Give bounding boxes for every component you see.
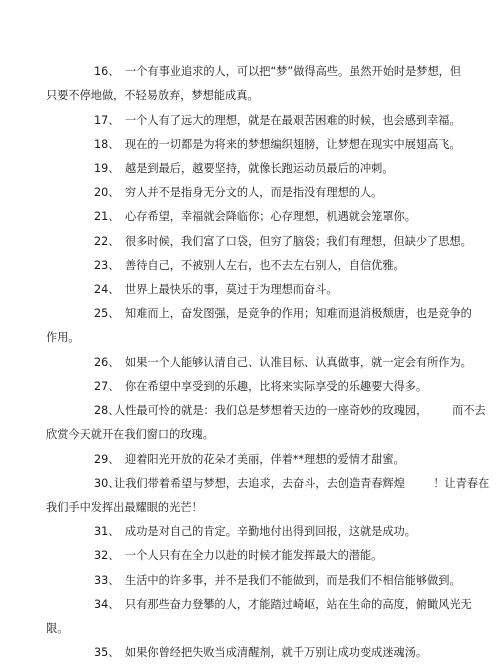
entry-line xyxy=(94,544,428,568)
entry-continuation-line xyxy=(46,423,428,447)
entry-text: 如果你曾经把失败当成清醒剂，就千万别让成功变成迷魂汤。 xyxy=(125,646,428,660)
entry-line xyxy=(94,230,472,254)
entry-number: 33、 xyxy=(94,573,120,587)
entry-number: 25、 xyxy=(94,307,120,321)
list-item xyxy=(46,302,472,350)
entry-text: 一个人有了远大的理想，就是在最艰苦困难的时候，也会感到幸福。 xyxy=(125,113,461,127)
entry-continuation-line xyxy=(46,84,428,108)
entry-text: 限。 xyxy=(46,621,69,635)
entry-number: 28、 xyxy=(94,404,120,417)
list-item xyxy=(74,448,428,472)
entry-line xyxy=(94,109,461,133)
entry-text: 我们手中发挥出最耀眼的光芒！ xyxy=(46,500,203,514)
entry-line xyxy=(94,133,461,157)
list-item xyxy=(46,399,486,447)
entry-number: 20、 xyxy=(94,186,120,200)
entry-text: 欣赏今天就开在我们窗口的玫瑰。 xyxy=(46,428,214,441)
entry-line xyxy=(94,641,428,665)
entry-text: 穷人并不是指身无分文的人，而是指没有理想的人。 xyxy=(125,186,383,200)
list-item xyxy=(74,544,428,568)
entry-line xyxy=(94,593,472,617)
list-item xyxy=(74,278,428,302)
list-item xyxy=(74,109,461,133)
entry-text: 心存希望，幸福就会降临你；心存理想，机遇就会笼罩你。 xyxy=(125,210,416,224)
list-item xyxy=(74,569,461,593)
entry-text: 如果一个人能够认清自己、认准目标、认真做事，就一定会有所作为。 xyxy=(125,355,472,369)
list-item xyxy=(46,472,490,520)
entry-line xyxy=(94,254,428,278)
list-item xyxy=(74,205,428,229)
entry-continuation-line xyxy=(46,496,428,520)
list-item xyxy=(74,520,428,544)
list-item xyxy=(74,351,472,375)
entry-line xyxy=(94,351,472,375)
entry-line xyxy=(94,448,428,472)
entry-line xyxy=(94,157,428,181)
entry-number: 32、 xyxy=(94,549,120,563)
entry-line xyxy=(94,472,490,496)
list-item xyxy=(74,375,428,399)
list-item xyxy=(74,254,428,278)
entry-number: 29、 xyxy=(94,452,120,466)
list-item xyxy=(74,133,461,157)
entry-text: 世界上最快乐的事，莫过于为理想而奋斗。 xyxy=(125,282,338,296)
entry-number: 34、 xyxy=(94,597,120,611)
list-item xyxy=(46,593,472,641)
entry-line xyxy=(94,569,461,593)
entry-line xyxy=(94,60,462,84)
list-item xyxy=(74,641,428,665)
entry-text: 善待自己，不被别人左右，也不去左右别人，自信优雅。 xyxy=(125,258,405,272)
entry-line xyxy=(94,399,486,423)
entry-number: 21、 xyxy=(94,210,120,224)
list-item xyxy=(74,181,428,205)
entry-text: 成功是对自己的肯定。辛勤地付出得到回报，这就是成功。 xyxy=(125,525,416,539)
entry-number: 18、 xyxy=(94,137,120,151)
entry-text: 作用。 xyxy=(46,331,80,345)
entry-number: 31、 xyxy=(94,525,120,539)
entry-continuation-line xyxy=(46,326,428,350)
entry-line xyxy=(94,181,428,205)
entry-text: 迎着阳光开放的花朵才美丽，伴着**理想的爱情才甜蜜。 xyxy=(125,452,405,466)
entry-continuation-line xyxy=(46,617,428,641)
entry-line xyxy=(94,205,428,229)
entry-number: 35、 xyxy=(94,646,120,660)
entry-number: 30、 xyxy=(94,476,120,490)
entry-text: 你在希望中享受到的乐趣，比将来实际享受的乐趣要大得多。 xyxy=(125,379,428,393)
entry-number: 27、 xyxy=(94,379,120,393)
entry-number: 24、 xyxy=(94,282,120,296)
entry-number: 17、 xyxy=(94,113,120,127)
entry-line xyxy=(94,520,428,544)
entry-number: 26、 xyxy=(94,355,120,369)
list-item xyxy=(74,157,428,181)
entry-number: 19、 xyxy=(94,161,120,175)
entry-text: 人性最可怜的就是：我们总是梦想着天边的一座奇妙的玫瑰园， 而不去 xyxy=(114,404,486,417)
entry-text: 知难而上，奋发图强，是竞争的作用；知难而退消极颓唐，也是竞争的 xyxy=(125,307,472,321)
list-item xyxy=(46,60,462,108)
entry-number: 23、 xyxy=(94,258,120,272)
entry-text: 越是到最后，越要坚持，就像长跑运动员最后的冲刺。 xyxy=(125,161,394,175)
entry-number: 16、 xyxy=(94,65,120,78)
entry-text: 一个有事业追求的人，可以把“梦”做得高些。虽然开始时是梦想，但 xyxy=(125,65,462,78)
entry-text: 生活中的许多事，并不是我们不能做到，而是我们不相信能够做到。 xyxy=(125,573,461,587)
entry-number: 22、 xyxy=(94,234,120,248)
entry-line xyxy=(94,375,428,399)
entry-text: 只有那些奋力登攀的人，才能踏过崎岖，站在生命的高度，俯瞰风光无 xyxy=(125,597,472,611)
list-item xyxy=(74,230,472,254)
entry-line xyxy=(94,302,472,326)
entry-text: 一个人只有在全力以赴的时候才能发挥最大的潜能。 xyxy=(125,549,383,563)
entry-text: 让我们带着希望与梦想，去追求，去奋斗，去创造青春辉煌 ！让青春在 xyxy=(114,476,490,490)
entry-text: 只要不停地做，不轻易放弃，梦想能成真。 xyxy=(46,89,259,102)
entry-line xyxy=(94,278,428,302)
entry-text: 很多时候，我们富了口袋，但穷了脑袋；我们有理想，但缺少了思想。 xyxy=(125,234,472,248)
entry-text: 现在的一切都是为将来的梦想编织翅膀，让梦想在现实中展翅高飞。 xyxy=(125,137,461,151)
